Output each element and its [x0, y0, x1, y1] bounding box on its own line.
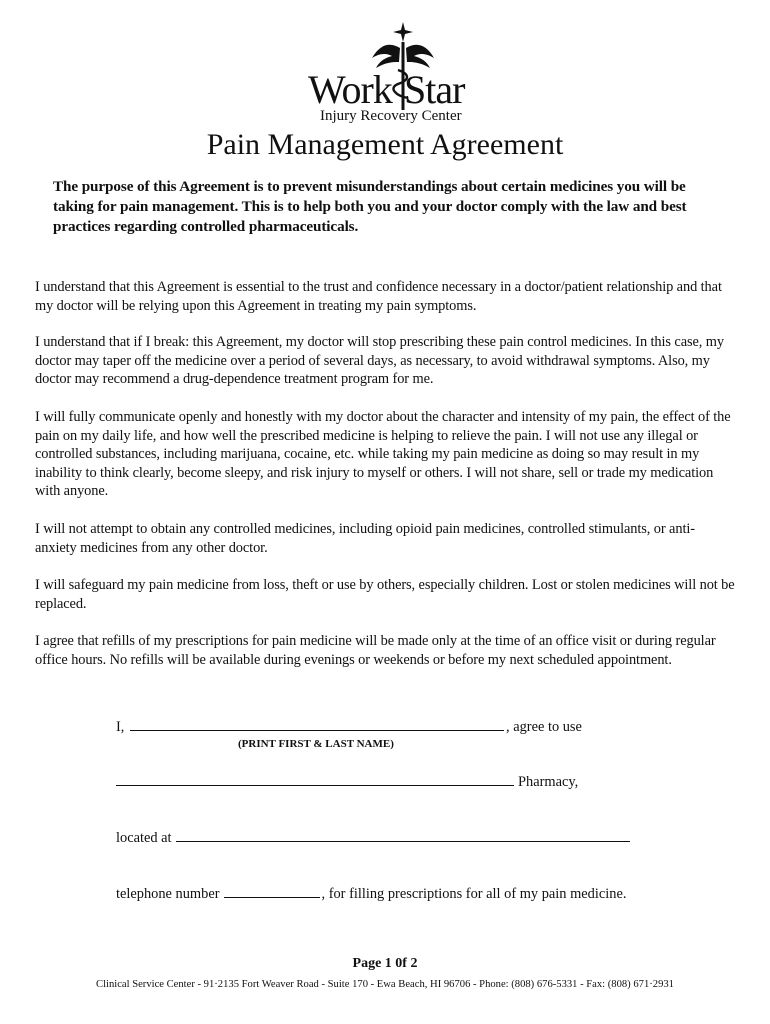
line4-prefix: telephone number: [116, 886, 220, 902]
telephone-number-field[interactable]: [224, 883, 320, 898]
agreement-paragraph-1: I understand that this Agreement is essential to the trust and confidence necessary in a doctor/patient relationship and that my doctor will be relying upon this Agreement in treating my pain symptoms.: [35, 279, 722, 314]
agreement-paragraph-6: I agree that refills of my prescriptions for pain medicine will be made only at the time of an office visit or during regular office hours. No refills will be available during evenings or weekends or before my next scheduled appointment.: [35, 633, 716, 668]
pharmacy-name-field[interactable]: [116, 771, 514, 786]
pharmacy-location-field[interactable]: [176, 827, 630, 842]
document-title: Pain Management Agreement: [206, 128, 564, 161]
footer-contact: Clinical Service Center - 91·2135 Fort Weaver Road - Suite 170 - Ewa Beach, HI 96706 - Phone: (808) 676-5331 - Fax: (808) 671·2931: [96, 979, 674, 990]
line4-suffix: , for filling prescriptions for all of my pain medicine.: [321, 886, 627, 902]
pharmacy-line: [116, 771, 578, 791]
purpose-statement: The purpose of this Agreement is to prevent misunderstandings about certain medicines you will be taking for pain management. This is to help both you and your doctor comply with the law and best practices regarding controlled pharmaceuticals.: [53, 178, 687, 235]
logo-subtitle: Injury Recovery Center: [320, 108, 462, 124]
line3-prefix: located at: [116, 830, 172, 846]
line1-suffix: , agree to use: [506, 719, 582, 735]
agreement-paragraph-4: I will not attempt to obtain any controlled medicines, including opioid pain medicines, controlled stimulants, or anti-anxiety medicines from any other doctor.: [35, 521, 695, 556]
logo-word-work: Work: [308, 67, 392, 112]
line1-prefix: I,: [116, 719, 125, 735]
location-line: [116, 827, 630, 847]
logo-word-star: Star: [404, 67, 465, 112]
agreement-paragraph-2: I understand that if I break: this Agreement, my doctor will stop prescribing these pain control medicines. In this case, my doctor may taper off the medicine over a period of several days, as necessary, to avoid withdrawal symptoms. Also, my doctor may recommend a drug-dependence treatment program for me.: [35, 334, 724, 388]
workstar-logo: [300, 18, 470, 124]
agreement-paragraph-3: I will fully communicate openly and honestly with my doctor about the character and intensity of my pain, the effect of the pain on my daily life, and how well the prescribed medicine is helping to relieve the pain. I will not use any illegal or controlled substances, including marijuana, cocaine, etc. while taking my pain medicine as doing so may result in my inability to think clearly, become sleepy, and risk injury to myself or others. I will not share, sell or trade my medication with anyone.: [35, 409, 731, 500]
telephone-line: [116, 883, 626, 903]
print-name-caption: (PRINT FIRST & LAST NAME): [238, 738, 394, 750]
agreement-paragraph-5: I will safeguard my pain medicine from loss, theft or use by others, especially children. Lost or stolen medicines will not be replaced.: [35, 577, 735, 612]
line2-suffix: Pharmacy,: [518, 774, 579, 790]
patient-name-field[interactable]: [130, 716, 504, 731]
page-number: Page 1 0f 2: [352, 956, 418, 971]
patient-name-line: [116, 716, 582, 736]
